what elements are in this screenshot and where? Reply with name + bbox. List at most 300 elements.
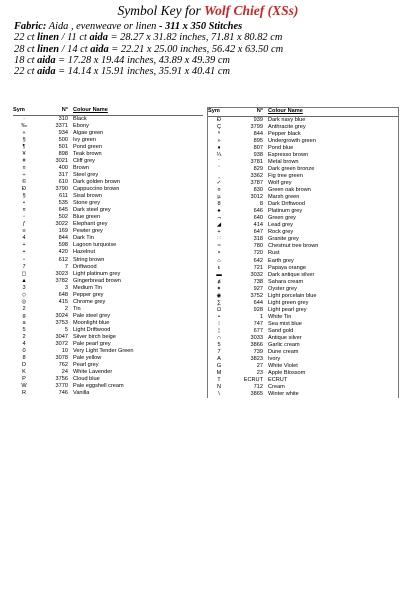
floss-number-cell: 642: [253, 257, 263, 264]
colour-name-cell: Pewter grey: [73, 228, 103, 235]
symbol-cell: ≡: [22, 228, 26, 235]
floss-number-cell: 3781: [250, 158, 263, 165]
floss-number-cell: 612: [58, 256, 68, 263]
colour-name-cell: Dark antique silver: [268, 271, 315, 278]
symbol-cell: ·: [23, 115, 25, 122]
table-row: [208, 229, 398, 236]
floss-number-cell: 3023: [55, 270, 68, 277]
colour-name-cell: Driftwood: [73, 263, 97, 270]
symbol-cell: 8: [217, 201, 221, 208]
table-row: [208, 328, 398, 335]
table-row: [13, 221, 203, 228]
colour-name-cell: White Violet: [268, 363, 298, 370]
table-row: [13, 151, 203, 158]
floss-number-cell: 3: [64, 284, 68, 291]
size-fabric: linen: [37, 32, 60, 44]
table-row: [13, 123, 203, 130]
table-row: [208, 384, 398, 391]
colour-name-cell: Antique silver: [268, 335, 302, 342]
floss-number-cell: 420: [58, 249, 68, 256]
size-line: [14, 44, 412, 55]
floss-number-cell: 310: [58, 115, 68, 122]
table-header: [208, 108, 398, 117]
floss-number-cell: 934: [58, 129, 68, 136]
symbol-cell: ¸: [218, 172, 220, 179]
table-row: [13, 348, 203, 355]
colour-name-cell: Dark Driftwood: [268, 201, 305, 208]
floss-number-cell: 829: [253, 165, 263, 172]
symbol-cell: Ð: [216, 116, 222, 123]
colour-name-cell: Chrome grey: [73, 298, 106, 305]
symbol-cell: ◻: [21, 270, 27, 277]
size-fabric2: aida: [90, 43, 109, 55]
symbol-cell: ▲: [21, 277, 27, 284]
symbol-cell: R: [21, 390, 27, 397]
table-row: [208, 349, 398, 356]
colour-name-cell: Oyster grey: [268, 285, 297, 292]
floss-number-cell: 7: [64, 263, 68, 270]
colour-name-cell: Pepper grey: [73, 291, 104, 298]
colour-name-cell: Chestnut tree brown: [268, 243, 319, 250]
colour-name-cell: Very Light Tender Green: [73, 348, 134, 355]
floss-number-cell: 1: [259, 313, 263, 320]
symbol-cell: Ð: [21, 186, 27, 193]
size-fabric: linen: [37, 43, 60, 55]
table-row: [208, 124, 398, 131]
floss-number-cell: 3371: [55, 122, 68, 129]
size-count: 22 ct: [14, 66, 38, 78]
colour-name-cell: Lagoon turquoise: [73, 242, 117, 249]
table-row: [13, 278, 203, 285]
symbol-cell: ¼: [216, 151, 222, 158]
size-fabric: aida: [37, 54, 56, 66]
colour-name-cell: Green grey: [268, 215, 296, 222]
table-row: [13, 137, 203, 144]
colour-name-cell: Dark Tin: [73, 235, 94, 242]
size-dimensions: = 28.27 x 31.82 inches, 71.81 x 80.82 cm: [107, 32, 283, 44]
floss-number-cell: 2: [64, 305, 68, 312]
symbol-cell: A: [217, 356, 221, 363]
symbol-cell: T: [217, 377, 221, 384]
floss-number-cell: 644: [253, 299, 263, 306]
colour-name-cell: Cappuccino brown: [73, 186, 120, 193]
table-row: [13, 172, 203, 179]
colour-name-cell: Sisal brown: [73, 193, 102, 200]
table-row: [13, 292, 203, 299]
symbol-cell: ◉: [216, 292, 222, 299]
colour-name-cell: Green oak brown: [268, 187, 311, 194]
table-row: [13, 264, 203, 271]
colour-name-cell: Light porcelain blue: [268, 292, 317, 299]
size-line: [14, 32, 412, 43]
size-count2: / 14 ct: [59, 43, 91, 55]
colour-name-cell: Gingerbread brown: [73, 277, 121, 284]
table-row: [208, 363, 398, 370]
header-colour-name: Colour Name: [268, 108, 303, 114]
colour-name-cell: Dark green bronze: [268, 165, 315, 172]
table-row: [13, 130, 203, 137]
floss-number-cell: 3021: [55, 157, 68, 164]
size-fabric: aida: [37, 66, 56, 78]
symbol-cell: ♦: [217, 144, 221, 151]
symbol-key-table-right: [207, 107, 399, 398]
floss-number-cell: 844: [253, 130, 263, 137]
floss-number-cell: 3022: [55, 221, 68, 228]
floss-number-cell: 807: [253, 144, 263, 151]
symbol-cell: +: [22, 249, 26, 256]
colour-name-cell: Sahara cream: [268, 278, 304, 285]
colour-name-cell: Cloud blue: [73, 376, 100, 383]
symbol-cell: ⁞: [218, 320, 220, 327]
symbol-cell: 2: [22, 334, 26, 341]
floss-number-cell: 414: [253, 222, 263, 229]
colour-name-cell: Pale yellow: [73, 355, 102, 362]
floss-number-cell: 10: [61, 348, 68, 355]
symbol-cell: 4: [22, 235, 26, 242]
symbol-cell: ε: [217, 264, 221, 271]
table-row: [13, 327, 203, 334]
table-row: [13, 165, 203, 172]
colour-name-cell: Cream: [268, 384, 285, 391]
symbol-cell: 3: [22, 284, 26, 291]
colour-name-cell: Lead grey: [268, 222, 293, 229]
colour-name-cell: Granite grey: [268, 236, 299, 243]
table-row: [208, 272, 398, 279]
colour-name-cell: Espresso brown: [268, 151, 309, 158]
floss-number-cell: 8: [259, 201, 263, 208]
table-row: [13, 306, 203, 313]
symbol-cell: D: [21, 362, 27, 369]
symbol-key-table-left: [13, 107, 203, 397]
floss-number-cell: 3787: [250, 180, 263, 187]
symbol-cell: ◇: [21, 291, 27, 298]
colour-name-cell: Sand gold: [268, 328, 294, 334]
colour-name-cell: Garlic cream: [268, 342, 300, 349]
table-row: [208, 279, 398, 286]
symbol-cell: §: [22, 193, 26, 200]
header-number: N°: [256, 108, 263, 114]
floss-number-cell: 3782: [55, 277, 68, 284]
colour-name-cell: Dune cream: [268, 349, 299, 356]
colour-name-cell: Apple Blossom: [268, 370, 306, 377]
symbol-cell: Ç: [216, 123, 222, 130]
floss-number-cell: 502: [58, 214, 68, 221]
symbol-cell: ¦: [218, 328, 220, 334]
colour-name-cell: White Tin: [268, 313, 292, 320]
floss-number-cell: 648: [58, 291, 68, 298]
floss-number-cell: 898: [58, 150, 68, 157]
colour-name-cell: Teak brown: [73, 150, 102, 157]
colour-name-cell: Medium Tin: [73, 284, 102, 291]
floss-number-cell: 938: [253, 151, 263, 158]
table-row: [13, 249, 203, 256]
floss-number-cell: 3865: [250, 391, 263, 398]
floss-number-cell: 762: [58, 362, 68, 369]
table-row: [208, 222, 398, 229]
table-row: [208, 208, 398, 215]
floss-number-cell: 3362: [250, 172, 263, 179]
table-row: [13, 271, 203, 278]
floss-number-cell: 3024: [55, 312, 68, 319]
symbol-cell: 7: [22, 263, 26, 270]
floss-number-cell: 3799: [250, 123, 263, 130]
floss-number-cell: 645: [58, 207, 68, 214]
size-fabric2: aida: [89, 32, 108, 44]
floss-number-cell: 3756: [55, 376, 68, 383]
table-row: [13, 376, 203, 383]
floss-number-cell: 400: [58, 164, 68, 171]
table-row: [208, 265, 398, 272]
table-row: [208, 236, 398, 243]
table-row: [208, 138, 398, 145]
floss-number-cell: ECRUT: [243, 377, 263, 384]
symbol-cell: G: [216, 363, 222, 370]
floss-number-cell: 3770: [55, 383, 68, 390]
table-row: [13, 116, 203, 123]
symbol-cell: ¤: [22, 164, 26, 171]
symbol-cell: •: [23, 200, 25, 207]
floss-number-cell: 830: [253, 187, 263, 194]
floss-number-cell: 169: [58, 228, 68, 235]
colour-name-cell: Earth grey: [268, 257, 294, 264]
floss-number-cell: 3032: [250, 271, 263, 278]
table-row: [13, 383, 203, 390]
floss-number-cell: 712: [253, 384, 263, 391]
table-row: [13, 186, 203, 193]
floss-number-cell: 746: [58, 390, 68, 397]
symbol-cell: ✓: [216, 180, 222, 187]
symbol-cell: 0: [22, 348, 26, 355]
floss-number-cell: 647: [253, 229, 263, 236]
floss-number-cell: 610: [58, 179, 68, 186]
symbol-cell: §: [22, 136, 26, 143]
colour-name-cell: Pale eggshell cream: [73, 383, 124, 390]
symbol-cell: ¬: [217, 215, 221, 222]
size-count: 22 ct: [14, 32, 38, 44]
size-dimensions: = 22.21 x 25.00 inches, 56.42 x 63.50 cm: [108, 43, 284, 55]
symbol-cell: ×: [217, 250, 221, 257]
table-row: [13, 320, 203, 327]
table-row: [13, 207, 203, 214]
header-sym: Sym: [13, 107, 25, 113]
colour-name-cell: Dark golden brown: [73, 179, 120, 186]
colour-name-cell: Pale pearl grey: [73, 341, 111, 348]
table-row: [208, 131, 398, 138]
symbol-cell: ‰: [21, 122, 27, 129]
colour-name-cell: Stone grey: [73, 200, 101, 207]
title-pattern-name: Wolf Chief (XSs): [204, 3, 299, 18]
symbol-cell: Ω: [216, 306, 222, 313]
table-row: [208, 314, 398, 321]
table-row: [13, 313, 203, 320]
symbol-cell: ⌂: [217, 257, 221, 264]
symbol-cell: P: [22, 376, 26, 383]
table-row: [208, 194, 398, 201]
colour-name-cell: Marsh green: [268, 194, 300, 201]
colour-name-cell: Metal brown: [268, 158, 299, 165]
colour-name-cell: Pearl grey: [73, 362, 99, 369]
colour-name-cell: Hazelnut: [73, 249, 96, 256]
floss-number-cell: 928: [253, 306, 263, 313]
colour-name-cell: Dark steel grey: [73, 207, 111, 214]
colour-name-cell: Moonlight blue: [73, 319, 110, 326]
colour-name-cell: Undergrowth green: [268, 137, 316, 144]
floss-number-cell: 5: [64, 327, 68, 333]
table-row: [13, 193, 203, 200]
floss-number-cell: 677: [253, 328, 263, 334]
colour-name-cell: Tin: [73, 305, 81, 312]
colour-name-cell: Pond blue: [268, 144, 294, 151]
table-row: [208, 180, 398, 187]
table-row: [13, 390, 203, 397]
colour-name-cell: Elephant grey: [73, 221, 108, 228]
floss-number-cell: 3823: [250, 356, 263, 363]
floss-number-cell: 501: [58, 143, 68, 150]
colour-name-cell: Winter white: [268, 391, 299, 398]
colour-name-cell: Vanilla: [73, 390, 90, 397]
floss-number-cell: 500: [58, 136, 68, 143]
colour-name-cell: Wolf grey: [268, 180, 292, 187]
colour-name-cell: Platinum grey: [268, 208, 303, 215]
floss-number-cell: 3012: [250, 194, 263, 201]
floss-number-cell: 415: [58, 298, 68, 305]
floss-number-cell: 598: [58, 242, 68, 249]
table-row: [13, 299, 203, 306]
floss-number-cell: 3752: [250, 292, 263, 299]
floss-number-cell: 23: [256, 370, 263, 377]
table-row: [208, 159, 398, 166]
floss-number-cell: 720: [253, 250, 263, 257]
symbol-cell: ƒ: [22, 221, 26, 228]
table-row: [13, 285, 203, 292]
floss-number-cell: 738: [253, 278, 263, 285]
size-count: 18 ct: [14, 54, 38, 66]
table-row: [13, 362, 203, 369]
symbol-cell: µ: [217, 194, 221, 201]
floss-number-cell: 780: [253, 243, 263, 250]
symbol-cell: ¤: [22, 207, 26, 214]
size-dimensions: = 14.14 x 15.91 inches, 35.91 x 40.41 cm: [55, 66, 230, 78]
symbol-cell: ÷: [22, 171, 26, 178]
size-line: [14, 66, 412, 77]
symbol-cell: +: [217, 229, 221, 236]
fabric-text: Aida , evenweave or linen: [48, 21, 157, 32]
table-row: [208, 166, 398, 173]
table-row: [208, 286, 398, 293]
symbol-cell: ✦: [216, 285, 222, 292]
colour-name-cell: Dark navy blue: [268, 116, 306, 123]
table-row: [208, 187, 398, 194]
colour-name-cell: Rock grey: [268, 229, 294, 236]
symbol-cell: ♠: [217, 208, 221, 215]
symbol-cell: a: [22, 319, 26, 326]
header-sym: Sym: [208, 108, 220, 114]
colour-name-cell: Light pearl grey: [268, 306, 307, 313]
table-row: [208, 117, 398, 124]
floss-number-cell: 535: [58, 200, 68, 207]
table-row: [208, 173, 398, 180]
fabric-size: - 311 x 350 Stitches: [158, 21, 243, 32]
floss-number-cell: 721: [253, 264, 263, 271]
floss-number-cell: 895: [253, 137, 263, 144]
colour-name-cell: Light Driftwood: [73, 327, 111, 333]
symbol-cell: 7: [217, 349, 221, 356]
symbol-cell: K: [22, 369, 26, 376]
floss-number-cell: 3078: [55, 355, 68, 362]
symbol-cell: ¨: [218, 158, 220, 165]
table-row: [208, 335, 398, 342]
floss-number-cell: 24: [61, 369, 68, 376]
size-line: [14, 55, 412, 66]
size-count2: / 11 ct: [59, 32, 90, 44]
floss-number-cell: 611: [59, 193, 68, 200]
header-colour-name: Colour Name: [73, 107, 108, 113]
symbol-cell: ¶: [22, 143, 26, 150]
floss-number-cell: 3072: [55, 341, 68, 348]
table-row: [208, 145, 398, 152]
symbol-cell: \: [218, 391, 220, 398]
header-number: N°: [61, 107, 68, 113]
symbol-cell: 5: [217, 342, 221, 349]
symbol-cell: 5: [22, 327, 26, 333]
symbol-cell: ▫: [23, 256, 25, 263]
colour-name-cell: Steel grey: [73, 171, 99, 178]
table-row: [208, 215, 398, 222]
table-row: [208, 293, 398, 300]
table-row: [208, 243, 398, 250]
colour-name-cell: Ebony: [73, 122, 89, 129]
colour-name-cell: White Lavender: [73, 369, 113, 376]
table-row: [208, 300, 398, 307]
colour-name-cell: Anthracite grey: [268, 123, 306, 130]
table-row: [208, 321, 398, 328]
floss-number-cell: 646: [253, 208, 263, 215]
table-header: [13, 107, 203, 116]
fabric-info: [14, 21, 412, 77]
table-row: [208, 370, 398, 377]
floss-number-cell: 640: [253, 215, 263, 222]
table-row: [13, 369, 203, 376]
symbol-cell: +: [22, 242, 26, 249]
floss-number-cell: 747: [253, 320, 263, 327]
floss-number-cell: 27: [256, 363, 263, 370]
table-row: [13, 214, 203, 221]
symbol-cell: M: [216, 370, 222, 377]
table-row: [13, 200, 203, 207]
floss-number-cell: 927: [253, 285, 263, 292]
symbol-cell: 8: [22, 355, 26, 362]
floss-number-cell: 3753: [55, 319, 68, 326]
colour-name-cell: String brown: [73, 256, 105, 263]
floss-number-cell: 3866: [250, 342, 263, 349]
symbol-cell: ⱥ: [217, 278, 221, 285]
colour-name-cell: Sea mist blue: [268, 320, 302, 327]
colour-name-cell: Pale steel grey: [73, 312, 111, 319]
symbol-cell: ˇ: [218, 165, 220, 172]
colour-name-cell: ECRUT: [268, 377, 288, 384]
table-row: [208, 391, 398, 398]
colour-name-cell: Algae green: [73, 129, 104, 136]
floss-number-cell: 3047: [55, 334, 68, 341]
floss-number-cell: 844: [58, 235, 68, 242]
colour-name-cell: Rust: [268, 250, 280, 257]
table-row: [13, 158, 203, 165]
table-row: [208, 250, 398, 257]
table-row: [13, 144, 203, 151]
title-prefix: Symbol Key for: [117, 3, 201, 18]
colour-name-cell: Pepper black: [268, 130, 301, 137]
symbol-cell: »: [217, 137, 221, 144]
